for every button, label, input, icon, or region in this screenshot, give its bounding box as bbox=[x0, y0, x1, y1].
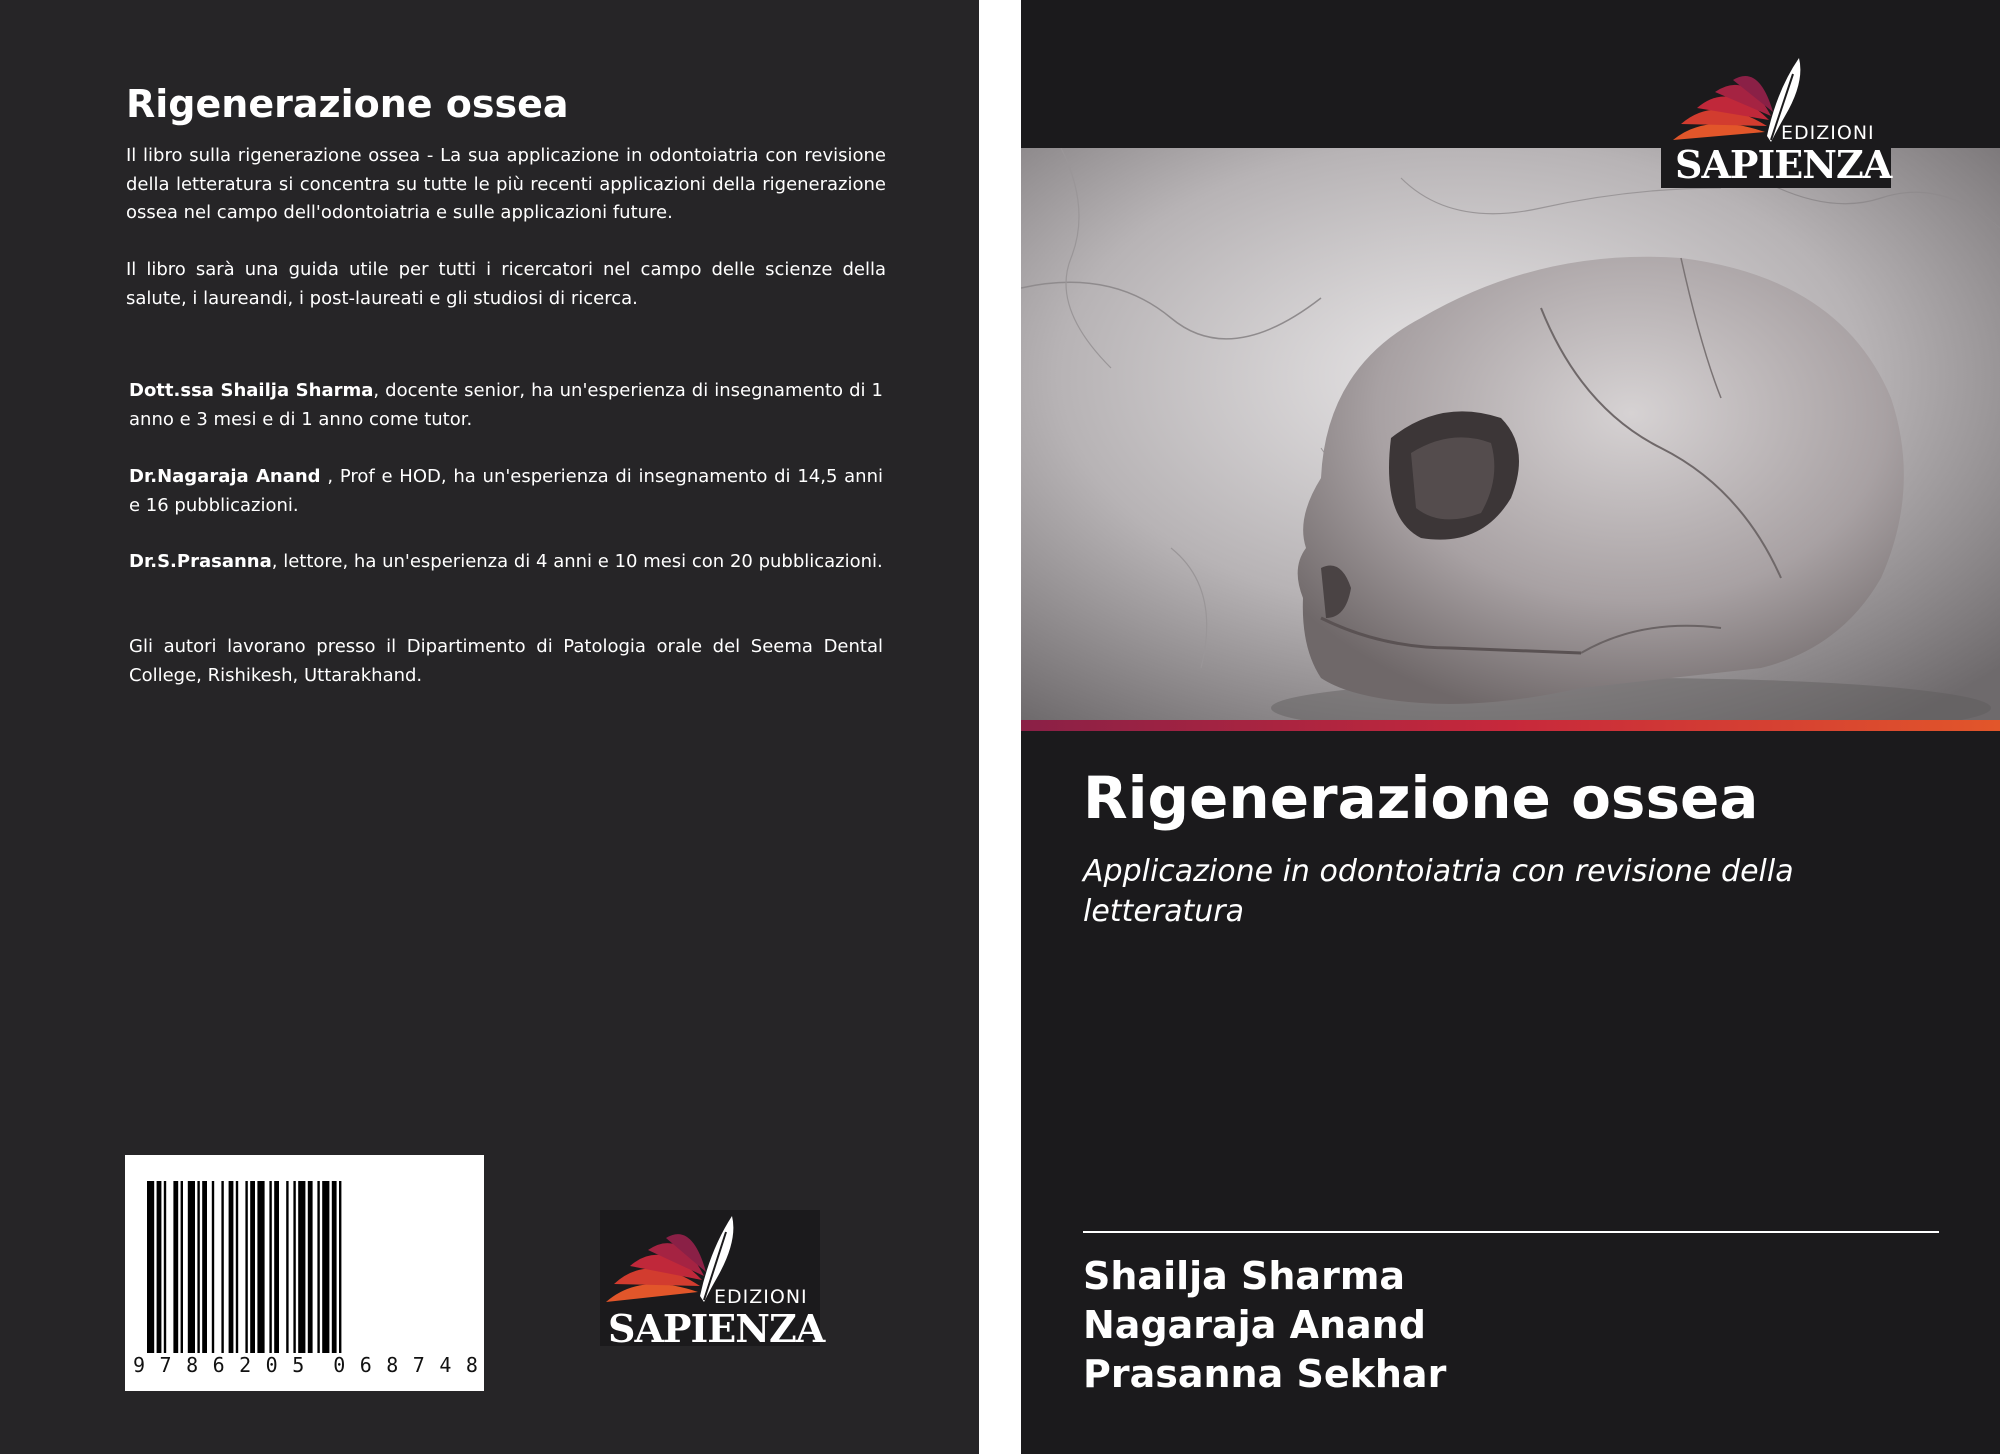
divider bbox=[1083, 1231, 1939, 1233]
barcode-digit: 7 bbox=[159, 1353, 172, 1377]
publisher-wordmark: SAPIENZA bbox=[608, 1306, 825, 1351]
barcode-digit: 4 bbox=[439, 1353, 452, 1377]
bio-text: , Prof e HOD, ha un'esperienza di insegnamento di 14,5 anni e 16 pubblicazioni. bbox=[129, 466, 884, 516]
barcode-digit: 8 bbox=[386, 1353, 399, 1377]
bio-text: , docente senior, ha un'esperienza di insegnamento di 1 anno e 3 mesi e di 1 anno come tutor. bbox=[129, 380, 884, 430]
author-name: Shailja Sharma bbox=[1083, 1254, 1406, 1298]
back-cover-title: Rigenerazione ossea bbox=[126, 82, 569, 126]
author-bio-prasanna bbox=[129, 548, 883, 577]
barcode-digit: 6 bbox=[359, 1353, 372, 1377]
author-name: Nagaraja Anand bbox=[1083, 1303, 1426, 1347]
barcode-digit: 5 bbox=[292, 1353, 305, 1377]
barcode-digit: 8 bbox=[186, 1353, 199, 1377]
skull-photo bbox=[1021, 148, 2000, 720]
publisher-logo-back bbox=[600, 1210, 825, 1351]
publisher-wordmark: SAPIENZA bbox=[1675, 142, 1892, 187]
author-bio-sharma bbox=[129, 377, 883, 434]
publisher-edizioni: EDIZIONI bbox=[714, 1286, 808, 1308]
spine-gap bbox=[979, 0, 1021, 1454]
barcode-digit: 9 bbox=[133, 1353, 146, 1377]
bio-text: , lettore, ha un'esperienza di 4 anni e 10 mesi con 20 pubblicazioni. bbox=[271, 551, 883, 572]
author-bio-anand bbox=[129, 463, 883, 520]
author-name: Prasanna Sekhar bbox=[1083, 1352, 1447, 1396]
bio-name: Dott.ssa Shailja Sharma bbox=[129, 380, 374, 401]
isbn-barcode bbox=[125, 1155, 484, 1391]
back-description-2: Il libro sarà una guida utile per tutti i ricercatori nel campo delle scienze della salute, i laureandi, i post-laureati e gli studiosi di ricerca. bbox=[126, 259, 886, 309]
barcode-digit: 0 bbox=[265, 1353, 278, 1377]
front-cover bbox=[1021, 0, 2000, 1454]
publisher-logo-front bbox=[1661, 58, 1891, 188]
accent-stripe bbox=[1021, 720, 2000, 731]
barcode-digit: 6 bbox=[212, 1353, 225, 1377]
book-subtitle: Applicazione in odontoiatria con revisione della letteratura bbox=[1083, 854, 1794, 929]
barcode-digit: 7 bbox=[412, 1353, 425, 1377]
bio-name: Dr.Nagaraja Anand bbox=[129, 466, 321, 487]
publisher-edizioni: EDIZIONI bbox=[1781, 122, 1875, 144]
barcode-digits bbox=[133, 1353, 478, 1377]
barcode-digit: 0 bbox=[333, 1353, 346, 1377]
book-title: Rigenerazione ossea bbox=[1083, 764, 1759, 832]
bio-name: Dr.S.Prasanna bbox=[129, 551, 272, 572]
authors-affiliation: Gli autori lavorano presso il Dipartimento di Patologia orale del Seema Dental College, Rishikesh, Uttarakhand. bbox=[129, 636, 883, 686]
back-cover bbox=[0, 0, 979, 1454]
authors-list bbox=[1083, 1252, 1446, 1399]
back-description-1: Il libro sulla rigenerazione ossea - La sua applicazione in odontoiatria con revisione della letteratura si concentra su tutte le più recenti applicazioni della rigenerazione ossea nel campo dell'odontoiatria e sulle applicazioni future. bbox=[126, 145, 886, 223]
barcode-digit: 2 bbox=[239, 1353, 252, 1377]
barcode-digit: 8 bbox=[465, 1353, 478, 1377]
barcode-bars bbox=[125, 1155, 484, 1355]
